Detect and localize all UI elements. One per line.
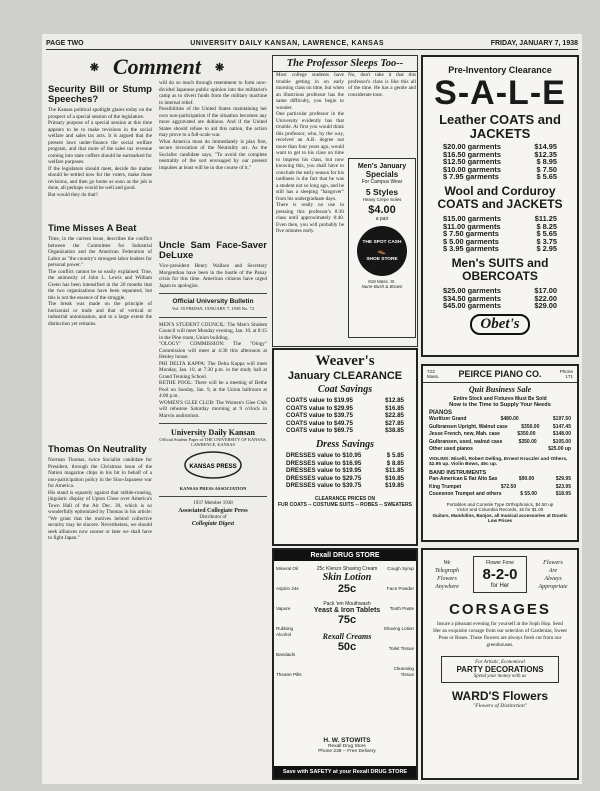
obets-logo: Obet's xyxy=(470,314,529,335)
flowers-text: Anywhere xyxy=(435,583,459,590)
drug-list-item: Bandaids xyxy=(276,652,296,657)
price-label: DRESSES value to $29.75 xyxy=(286,474,362,482)
wool-price-list xyxy=(423,215,577,253)
weavers-footer: CLEARANCE PRICES ON xyxy=(314,495,376,502)
editorial-paragraph: The break was made on the principle of horizontal or trade and that of vertical or industrial unionization, and to a large extent the distinction yet remains. xyxy=(48,301,152,327)
corsages-text: Insure a pleasant evening for yourself at the Soph Hop. Send Her an exquisite corsage from our selection of Gardenias, Sweet Peas or Roses. These flowers are always fresh cut from our greenhouses. xyxy=(433,621,567,648)
shoe-ad-address: 819 Mass. St. xyxy=(368,279,396,284)
piano-footer: Guitars, Mandolins, Banjos, all musical accessories at Drastic Low Prices xyxy=(432,512,568,523)
price-value: $11.25 xyxy=(534,213,557,223)
price-value: $23.95 xyxy=(555,483,571,490)
price-row xyxy=(274,475,416,483)
shoe-ad-line: Men's January xyxy=(357,163,407,170)
price-label: Gulbransen Upright, Walnut case xyxy=(429,423,508,430)
drug-list-item: Shaving Lotion xyxy=(383,626,414,631)
editorial-paragraph: Vice-president Henry Wallace and Secretary Morgenthau have been in the bustle of the Panay crisis for this time. American citizens have urged Japan to apologize. xyxy=(159,263,267,289)
sale-pretitle: Pre-Inventory Clearance xyxy=(448,65,552,75)
price-value: $25.00 up xyxy=(548,446,571,453)
wards-slogan: "Flowers of Distinction" xyxy=(472,703,528,709)
price-value: $ 8.95 xyxy=(536,157,557,167)
piano-footer: Victor and Columbia Records, 15 for $1.00 xyxy=(456,506,544,512)
price-value: $ 8.25 xyxy=(536,221,557,231)
editorial-headline: Time Misses A Beat xyxy=(48,223,137,234)
flowers-telegraph xyxy=(427,559,467,591)
weavers-name: Weaver's xyxy=(315,353,375,369)
flowers-text: Telegraph xyxy=(434,567,460,574)
band-price-list xyxy=(423,476,577,499)
flowers-text: Appropriate xyxy=(538,583,568,590)
price-row xyxy=(423,424,577,432)
price-row xyxy=(423,416,577,424)
price-row xyxy=(274,467,416,475)
editorial-paragraph: If the legislators should meet, decide the matter should be settled now for the voters, make those revisions, and then go home as soon as the job is done, all perhaps would be well and good. xyxy=(48,165,152,191)
bulletin-notice: BETHE POOL: There will be a meeting of Bethe Pool on Sunday, Jan. 9, at the Union ballroom at 4:00 p.m. xyxy=(159,380,267,399)
drug-list-item: Cough Syrup xyxy=(387,566,414,571)
piano-title: PEIRCE PIANO CO. xyxy=(458,369,542,379)
weavers-coat-heading: Coat Savings xyxy=(317,384,373,395)
flowers-text: We xyxy=(443,559,451,566)
price-value: $148.00 xyxy=(552,431,571,438)
editorial-column-2 xyxy=(159,80,267,780)
flower-fone-number: 8-2-0 xyxy=(482,566,518,583)
drug-price: 50c xyxy=(337,641,357,653)
sale-heading: Men's SUITS and OBERCOATS xyxy=(451,255,549,283)
price-label: $25.00 garments xyxy=(443,285,501,295)
violins-line: VIOLINS: Micelli, Robert Delling, Ernest Kruczler and Others, $2.95 up. Violin Bows, 45c up. xyxy=(429,456,568,467)
collegiate-digest: Collegiate Digest xyxy=(191,521,235,527)
drug-list-item: Face Powder xyxy=(386,586,414,591)
price-row xyxy=(423,476,577,484)
price-label: $10.00 garments xyxy=(443,164,501,174)
flowers-text: Flowers xyxy=(437,575,457,582)
price-row xyxy=(423,245,577,253)
drug-store-address: Rexall Drug Store xyxy=(328,744,366,749)
weavers-ad xyxy=(272,348,418,546)
price-value: $17.00 xyxy=(534,285,557,295)
price-value: $11.85 xyxy=(385,467,404,475)
flowers-text: Are xyxy=(548,567,558,574)
price-row xyxy=(274,452,416,460)
editorial-headline: Security Bill or Stump Speeches? xyxy=(48,84,152,105)
price-label: $45.00 garments xyxy=(443,301,501,311)
price-label: Pan-American E flat Alto Sax xyxy=(429,475,498,482)
divider xyxy=(159,317,267,318)
editorial-paragraph: The Kansas political spotlight glares today on the prospect of a special session of the legislature. xyxy=(48,107,152,120)
price-label: King Trumpet xyxy=(429,483,462,490)
bulletin-title: Official University Bulletin xyxy=(172,298,254,305)
acp-distributor: Distributor of xyxy=(199,514,227,520)
shoe-ad-price: $4.00 xyxy=(368,204,396,216)
price-value: $19.85 xyxy=(385,482,404,490)
price-value: $ 5.65 xyxy=(536,172,557,182)
price-label: COATS value to $49.75 xyxy=(286,419,353,427)
price-label: $20.00 garments xyxy=(443,142,501,151)
professor-text-right xyxy=(348,72,416,152)
drug-right-list xyxy=(382,566,414,692)
piano-price-list xyxy=(423,416,577,454)
price-row xyxy=(274,397,416,405)
pianos-heading: PIANOS xyxy=(429,410,453,416)
flower-fone-label: Flower Fone xyxy=(486,560,514,566)
editorial-paragraph: No, don't take it that this professor's class is like this all of the time. He has a gentle and considerate tone. xyxy=(348,72,416,98)
price-value: $197.50 xyxy=(552,416,571,422)
editorial-paragraph: Possibilities of the United States maintaining her own non-participation if the situation becomes any more aggravated are dubious. And if the United States should refuse to aid this nation, the action may prove to a full-scale war. xyxy=(159,106,267,138)
price-value: $ 5.65 xyxy=(536,229,557,239)
price-label: $16.50 garments xyxy=(443,149,501,159)
wards-brand: WARD'S Flowers xyxy=(451,689,549,703)
drug-list-item: Vapure xyxy=(276,606,291,611)
price-label: DRESSES value to $39.75 xyxy=(286,482,362,490)
price-label: $ 3.95 garments xyxy=(443,244,499,254)
party-box xyxy=(441,656,559,683)
bulletin-volume: Vol. 35 FRIDAY, JANUARY 7, 1938 No. 72 xyxy=(171,306,255,311)
editorial-paragraph: The conflict cannot be so easily explained. True, the animosity of John L. Lewis and William Green has been intensified in the 20 months that the two organizations have been separated, but this is not the essence of the struggle. xyxy=(48,268,152,301)
coat-price-list xyxy=(274,397,416,435)
editorial-column-1 xyxy=(48,80,152,780)
price-label: COATS value to $29.95 xyxy=(286,404,353,412)
shoe-ad-line: Specials xyxy=(365,170,399,179)
acp-member: Associated Collegiate Press xyxy=(178,507,248,514)
drug-store-title: Rexall DRUG STORE xyxy=(274,550,416,561)
drug-center-items xyxy=(312,566,382,653)
sale-title: S-A-L-E xyxy=(434,74,566,112)
price-value: $22.00 xyxy=(534,293,557,303)
logo-text: SHOE STORE xyxy=(366,257,398,262)
piano-line: Now is the Time to Supply Your Needs xyxy=(449,402,551,408)
drug-price: 75c xyxy=(337,614,357,626)
price-label: $12.50 garments xyxy=(443,157,501,167)
price-value: $147.45 xyxy=(552,423,571,430)
price-row xyxy=(274,405,416,413)
price-label: DRESSES value to $16.95 xyxy=(286,459,362,467)
price-label: DRESSES value to $19.95 xyxy=(286,467,362,475)
drug-item: Pack 'em Mouthwash xyxy=(323,601,371,607)
drug-item: Yeast & Iron Tablets xyxy=(313,607,381,614)
drug-list-item: Theatre Pills xyxy=(276,672,302,677)
kansan-title: University Daily Kansan xyxy=(170,428,255,437)
editorial-paragraph: Primary purpose of a special session at this time appears to be to make revisions in the social welfare and sales tax acts. It is argued that the present laws under-finance the social welfare program, and that more of the sales tax revenue coming into state coffers should be earmarked for welfare purposes. xyxy=(48,120,152,165)
piano-subtitle: Quit Business Sale xyxy=(468,385,532,394)
peirce-piano-ad xyxy=(421,364,579,542)
shoe-ad-tag: Nunn-Bush & Brown xyxy=(361,284,403,289)
page-number: PAGE TWO xyxy=(46,40,84,47)
price-value: $ 55.00 xyxy=(520,491,537,498)
price-label: COATS value to $19.95 xyxy=(286,397,353,404)
price-label: $11.00 garments xyxy=(443,221,501,231)
price-value: $22.85 xyxy=(385,412,404,420)
price-row xyxy=(423,439,577,447)
price-row xyxy=(423,173,577,181)
dress-price-list xyxy=(274,452,416,490)
drug-left-list xyxy=(276,566,308,692)
price-label: $34.50 garments xyxy=(443,293,501,303)
drug-item: Rexall Creams xyxy=(322,632,372,641)
piano-footer: Portables and Console Type Orthophonics, $4.50 up xyxy=(446,501,554,507)
mens-shoe-ad xyxy=(348,158,416,338)
svg-text:KANSAS PRESS: KANSAS PRESS xyxy=(189,464,237,470)
flowers-top-row xyxy=(423,550,577,593)
price-value: $ 8.85 xyxy=(386,459,404,467)
professor-text-left xyxy=(276,72,344,346)
drug-list-item: Rubbing Alcohol xyxy=(276,626,294,637)
price-label: $ 7.50 garments xyxy=(443,229,499,239)
corsages-heading: CORSAGES xyxy=(449,601,551,618)
price-value: $12.85 xyxy=(385,397,404,404)
drug-price: 25c xyxy=(337,583,357,595)
shoe-ad-line: Heavy Crepe Soles xyxy=(362,197,402,202)
editorial-paragraph: One particular professor in the University evidently has that trouble. At first you would think this professor, who, by the way, received an A.B. degree not more than four years ago, would want to get to his class on time to impress his class, but now knowing this, you shall have to conclude the early season for his tardiness is the fact that he was a student not so long ago, and he still has a sleeping "hangover" from his undergraduate days. xyxy=(276,111,344,202)
price-label: Jesse French, new, Mah. case xyxy=(429,431,500,438)
bulletin-notice: WOMEN'S GLEE CLUB: The Women's Glee Club will rehearse Saturday morning at 9 o'clock in Marvin auditorium. xyxy=(159,399,267,419)
editorial-paragraph: But would they do that? xyxy=(48,191,98,198)
wards-flowers-ad xyxy=(421,548,579,780)
sale-heading: Leather COATS and JACKETS xyxy=(439,112,561,141)
price-value: $27.85 xyxy=(385,419,404,427)
price-value: $72.50 xyxy=(500,483,517,490)
party-text: For Artistic, Economical xyxy=(475,660,525,665)
editorial-paragraph: will do so much through resentment to form now-divided Japanese public opinion into the militarist's camp as to divert funds from the military machine to internal relief. xyxy=(159,80,267,106)
price-value: $ 2.95 xyxy=(536,244,557,254)
shoe-ad-styles: 5 Styles xyxy=(365,187,399,197)
price-label: $ 5.00 garments xyxy=(443,236,499,246)
price-row xyxy=(274,420,416,428)
comment-masthead xyxy=(47,56,267,78)
page-header xyxy=(46,40,578,50)
price-label: $ 7.95 garments xyxy=(443,172,499,182)
piano-line: Entire Stock and Fixtures Must Be Sold xyxy=(453,396,547,402)
price-value: $ 7.50 xyxy=(536,164,557,174)
drug-store-footer: Save with SAFETY at your Rexall DRUG STORE xyxy=(274,766,416,778)
price-value: $16.85 xyxy=(385,404,404,412)
price-value: $ 3.75 xyxy=(536,236,557,246)
price-value: $350.00 xyxy=(521,423,540,430)
asterism-icon: ❋ xyxy=(215,61,225,74)
flowers-appropriate xyxy=(533,559,573,591)
price-row xyxy=(274,427,416,435)
price-value: $ 5.85 xyxy=(386,451,404,459)
drug-store-name: H. W. STOWITS xyxy=(323,737,371,744)
shoe-ad-line: For Campus Wear xyxy=(361,179,403,185)
price-row xyxy=(423,484,577,492)
shoe-icon: 👞 xyxy=(377,248,387,255)
drug-list-item: Mineral Oil xyxy=(276,566,298,571)
price-row xyxy=(423,431,577,439)
weavers-footer: FUR COATS -- COSTUME SUITS -- ROBES -- SWEATERS xyxy=(278,501,412,508)
editorial-paragraph: There is really no use in pressing this professor's 8:30 class until approximately 8:40. Even then, you will probably be five minutes early. xyxy=(276,202,344,234)
price-row xyxy=(423,491,577,499)
price-label: Couesnon Trumpet and others xyxy=(429,491,502,498)
price-value: $16.85 xyxy=(385,474,404,482)
flowers-text: Flowers xyxy=(543,559,563,566)
price-label: DRESSES value to $10.95 xyxy=(286,451,362,459)
flowers-text: Always xyxy=(544,575,562,582)
drug-list-item: Toilet Tissue xyxy=(388,646,414,651)
price-row xyxy=(274,482,416,490)
leather-price-list xyxy=(423,143,577,181)
price-value: $29.95 xyxy=(555,475,571,482)
weavers-title: January CLEARANCE xyxy=(287,370,403,382)
drug-item: 25c Klenzo Shaving Cream xyxy=(316,566,378,572)
spot-cash-logo xyxy=(357,226,407,276)
price-label: COATS value to $69.75 xyxy=(286,427,353,435)
editorial-paragraph: What America must do immediately is plan first, secure invocation of the Neutrality act. As the Socialist candidate says, "To avoid the complete neutrality of the sort envisaged by our present impulses at least will be in due course of it." xyxy=(159,138,267,171)
drug-list-item: Tooth Paste xyxy=(389,606,414,611)
divider xyxy=(159,423,267,424)
drug-list-item: Aspirin 24s xyxy=(276,586,299,591)
price-value: $18.95 xyxy=(555,491,571,498)
price-row xyxy=(423,446,577,454)
bulletin-notice: PHI DELTA KAPPA: The Delta Kappa will meet Monday, Jan. 10, at 7:30 p.m. in the study hall at Grand Tenning School. xyxy=(159,360,267,380)
price-row xyxy=(274,412,416,420)
drug-store-ad xyxy=(272,548,418,780)
press-association-logo xyxy=(159,450,267,483)
editorial-paragraph: Norman Thomas, twice Socialist candidate for President, through the Christmas issue of the Nation magazine chips in his bit in behalf of a non-participation policy in the Sino-Japanese war for America. xyxy=(48,457,152,489)
piano-phone: Phone 171 xyxy=(559,369,573,379)
price-row xyxy=(274,460,416,468)
suit-price-list xyxy=(423,287,577,310)
price-value: $90.00 xyxy=(518,475,535,482)
divider xyxy=(159,496,267,497)
price-label: Wurlitzer Grand xyxy=(429,416,467,422)
editorial-headline: Thomas On Neutrality xyxy=(48,444,147,455)
price-value: $350.00 xyxy=(517,431,536,438)
price-value: $38.85 xyxy=(385,427,404,435)
price-value: $12.35 xyxy=(534,149,557,159)
price-value: $480.00 xyxy=(500,416,519,422)
flower-fone-box xyxy=(473,556,526,593)
price-label: $15.00 garments xyxy=(443,213,501,223)
editorial-paragraph: His stand is squarely against that rabble-rousing, jingoistic display of Upton Close over America's Town Hall of the Air Dec. 30, which is so wonderfully epitomized by Thomas in his article: "We grant that the motives behind collective security may be sincere. Nevertheless, we should seek alliances now sooner or later we shall have to fight Japan." xyxy=(48,489,152,541)
price-value: $350.00 xyxy=(518,438,537,445)
drug-item: Skin Lotion xyxy=(322,572,372,583)
bulletin-notice: MEN'S STUDENT COUNCIL: The Men's Student Council will meet Monday evening, Jan. 10, at 8:15 in the Pine room, Union building. xyxy=(159,321,267,341)
price-value: $105.00 xyxy=(552,438,571,445)
issue-date: FRIDAY, JANUARY 7, 1938 xyxy=(490,40,578,47)
drug-store-info xyxy=(312,737,382,754)
comment-title: Comment xyxy=(112,54,201,79)
price-row xyxy=(423,302,577,310)
price-label: Other used pianos xyxy=(429,446,473,453)
sale-heading: Wool and Corduroy COATS and JACKETS xyxy=(437,183,563,211)
weavers-dress-heading: Dress Savings xyxy=(315,438,375,450)
price-value: $29.00 xyxy=(534,301,557,311)
asterism-icon: ❋ xyxy=(89,61,99,74)
piano-header xyxy=(423,366,577,383)
flower-fone-label: for Her xyxy=(490,583,510,589)
press-association-name: KANSAS PRESS ASSOCIATION xyxy=(179,485,247,491)
drug-store-phone: Phone 238 -- Free Delivery xyxy=(318,749,376,754)
obets-sale-ad xyxy=(421,55,579,357)
party-text: Spend your money with us xyxy=(473,674,527,679)
editorial-paragraph: Time, in the current issue, describes the conflict between the Committee for Industrial Organization and the American Federation of Labor as "the country's strongest labor leaders for personal power." xyxy=(48,236,152,268)
band-heading: BAND INSTRUMENTS xyxy=(429,469,487,476)
drug-list-item: Cleansing Tissue xyxy=(393,666,414,677)
price-value: $14.95 xyxy=(534,142,557,151)
bulletin-notice: "OLOGY" COMMISSION: The "Ology" Commission will meet at 4:30 this afternoon at Henley house. xyxy=(159,341,267,360)
shoe-ad-per: a pair xyxy=(375,216,389,222)
kansan-subtitle: Official Student Paper of THE UNIVERSITY OF KANSAS, LAWRENCE, KANSAS xyxy=(159,437,267,447)
piano-address: 723 Mass. xyxy=(427,369,440,379)
acp-years: 1937 Member 1938 xyxy=(193,501,233,506)
logo-text: THE SPOT CASH xyxy=(362,240,402,245)
price-label: Gulbransen, used, walnut case xyxy=(429,438,503,445)
paper-name: UNIVERSITY DAILY KANSAN, LAWRENCE, KANSAS xyxy=(190,40,385,47)
professor-headline: The Professor Sleeps Too-- xyxy=(273,56,417,72)
divider xyxy=(159,293,267,294)
party-heading: PARTY DECORATIONS xyxy=(456,665,544,674)
editorial-paragraph: Most college students have trouble getting in on early morning class on time, but when an illustrious professor has the same difficulty, you begin to wonder. xyxy=(276,72,344,111)
editorial-headline: Uncle Sam Face-Saver DeLuxe xyxy=(159,240,267,261)
price-label: COATS value to $39.75 xyxy=(286,412,353,420)
